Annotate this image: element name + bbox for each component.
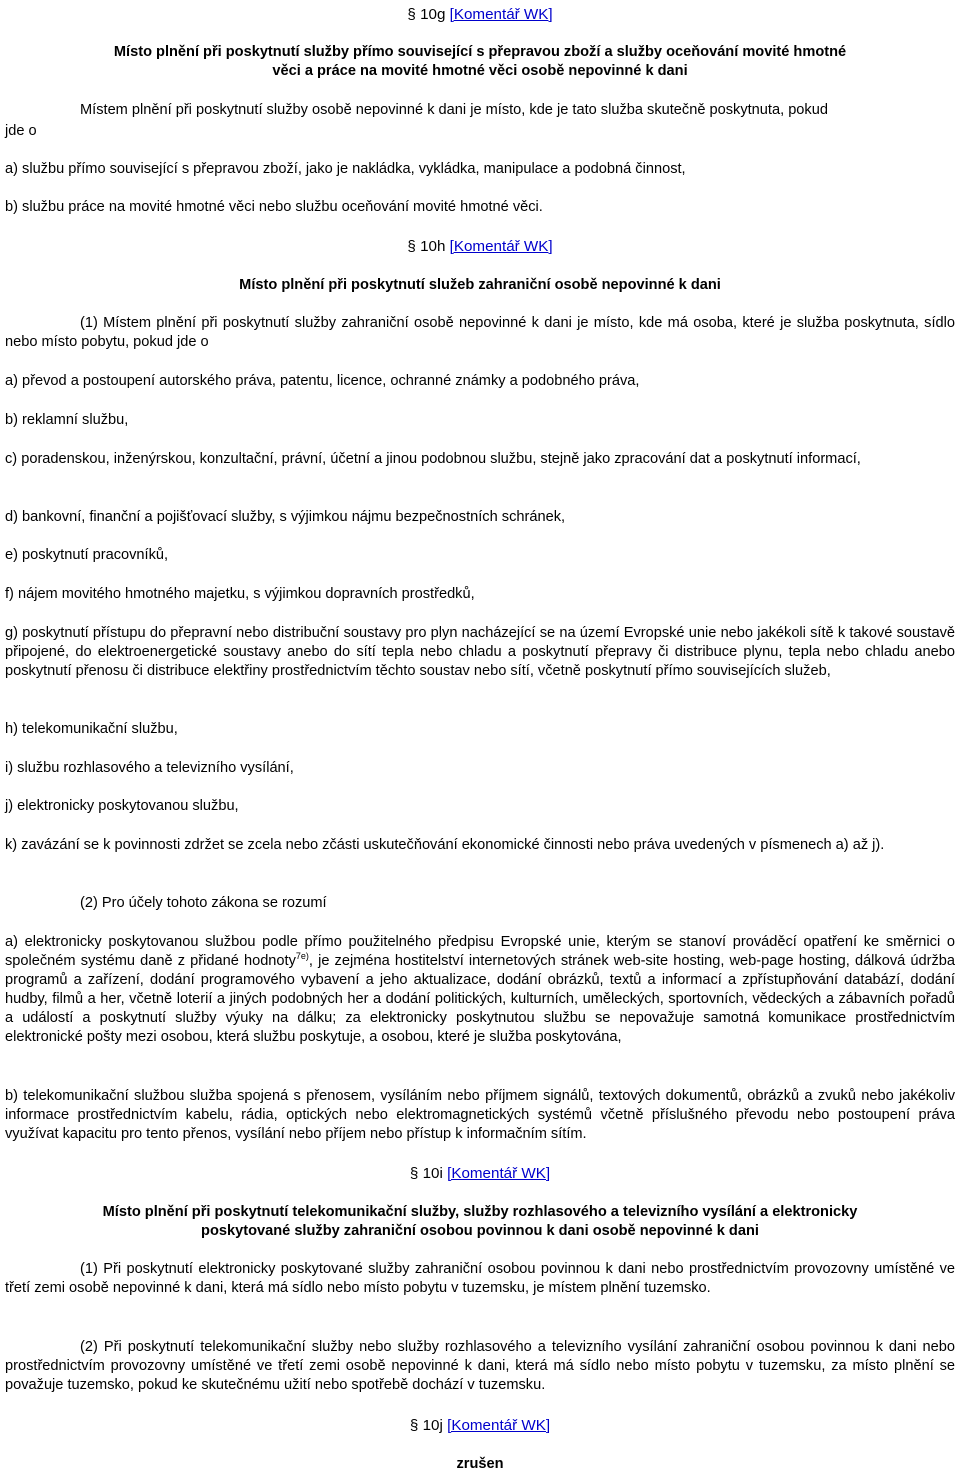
paragraph-2: (2) Pro účely tohoto zákona se rozumí xyxy=(80,895,327,911)
definition-b: b) telekomunikační službou služba spojená s přenosem, vysíláním nebo příjmem signálů, textových dokumentů, obrázků a zvuků nebo jakékoliv informace prostřednictvím kabelu, rádia, optických nebo elektromagnetických systémů včetně příslušného převodu nebo postoupení práva využívat kapacitu pro tento přenos, vysílání nebo příjem nebo přístup k informačním sítím. xyxy=(5,1088,955,1142)
list-item-e: e) poskytnutí pracovníků, xyxy=(5,547,169,563)
paragraph-2: (2) Při poskytnutí telekomunikační služby nebo služby rozhlasového a televizního vysílání zahraniční osobou povinnou k dani nebo prostřednictvím provozovny umístěné ve třetí zemi osobě nepovinné k dani, která má sídlo nebo místo pobytu v tuzemsku, za místo plnění se považuje tuzemsko, pokud ke skutečnému užití nebo spotřebě dochází v tuzemsku. xyxy=(5,1339,955,1393)
list-item-j: j) elektronicky poskytovanou službu, xyxy=(5,798,239,814)
comment-link[interactable]: [Komentář WK] xyxy=(449,6,553,23)
list-item-a: a) službu přímo související s přepravou zboží, jako je nakládka, vykládka, manipulace a podobná činnost, xyxy=(5,161,686,177)
list-item-k: k) zavázání se k povinnosti zdržet se zcela nebo zčásti uskutečňování ekonomické činnosti nebo práva uvedených v písmenech a) až j). xyxy=(5,837,885,853)
section-title xyxy=(5,1203,955,1241)
comment-link[interactable]: [Komentář WK] xyxy=(447,1417,551,1434)
list-item-i: i) službu rozhlasového a televizního vysílání, xyxy=(5,760,294,776)
list-item-a: a) převod a postoupení autorského práva, patentu, licence, ochranné známky a podobného práva, xyxy=(5,373,640,389)
section-symbol: § xyxy=(409,1165,419,1182)
list-item-b: b) službu práce na movité hmotné věci nebo službu oceňování movité hmotné věci. xyxy=(5,199,543,215)
section-status: zrušen xyxy=(456,1456,504,1472)
section-number: 10g xyxy=(420,6,446,23)
section-title xyxy=(5,43,955,81)
section-title: Místo plnění při poskytnutí služeb zahraniční osobě nepovinné k dani xyxy=(239,277,721,293)
list-item-b: b) reklamní službu, xyxy=(5,412,129,428)
section-title-line: Místo plnění při poskytnutí telekomunikační služby, služby rozhlasového a televizního vysílání a elektronicky xyxy=(102,1204,858,1220)
section-symbol: § xyxy=(407,6,416,23)
paragraph-1: (1) Při poskytnutí elektronicky poskytované služby zahraniční osobou povinnou k dani nebo prostřednictvím provozovny umístěné ve třetí zemi osobě nepovinné k dani, která má sídlo nebo místo pobytu v tuzemsku, je místem plnění tuzemsko. xyxy=(5,1261,955,1296)
section-heading-10h xyxy=(5,237,955,256)
comment-link[interactable]: [Komentář WK] xyxy=(447,1165,551,1182)
list-item-f: f) nájem movitého hmotného majetku, s výjimkou dopravních prostředků, xyxy=(5,586,475,602)
list-item-d: d) bankovní, finanční a pojišťovací služby, s výjimkou nájmu bezpečnostních schránek, xyxy=(5,509,566,525)
paragraph-text: jde o xyxy=(5,123,37,139)
paragraph-text: Místem plnění při poskytnutí služby osobě nepovinné k dani je místo, kde je tato služba skutečně poskytnuta, pokud xyxy=(80,102,828,118)
section-title-line: poskytované služby zahraniční osobou povinnou k dani osobě nepovinné k dani xyxy=(201,1223,759,1239)
definition-a xyxy=(5,933,955,1047)
section-number: 10h xyxy=(420,238,446,255)
comment-link[interactable]: [Komentář WK] xyxy=(449,238,553,255)
section-symbol: § xyxy=(409,1417,419,1434)
footnote-reference[interactable]: 7e) xyxy=(295,951,309,962)
section-title-line: Místo plnění při poskytnutí služby přímo související s přepravou zboží a služby oceňování movité hmotné xyxy=(113,44,847,60)
definition-text: , je zejména hostitelství internetových stránek web-site hosting, web-page hosting, dálková údržba programů a zařízení, dodání programového vybavení a jeho aktualizace, dodání obrázků, textů a informací a zpřístupňování databází, dodání hudby, filmů a her, včetně loterií a jiných podobných her a dodání politických, kulturních, uměleckých, sportovních, vědeckých a zábavních pořadů a událostí a poskytnutí služby výuky na dálku; za elektronicky poskytnutou službu se nepovažuje samotná komunikace prostřednictvím elektronické pošty mezi osobou, která službu poskytuje, a osobou, které je služba poskytována, xyxy=(5,953,955,1045)
section-heading-10g xyxy=(5,5,955,24)
section-heading-10j xyxy=(5,1416,955,1435)
list-item-c: c) poradenskou, inženýrskou, konzultační, právní, účetní a jinou podobnou službu, stejně jako zpracování dat a poskytnutí informací, xyxy=(5,451,861,467)
paragraph-1: (1) Místem plnění při poskytnutí služby zahraniční osobě nepovinné k dani je místo, kde má osoba, které je služba poskytnuta, sídlo nebo místo pobytu, pokud jde o xyxy=(5,315,955,350)
paragraph-intro xyxy=(5,101,955,141)
section-heading-10i xyxy=(5,1164,955,1183)
section-symbol: § xyxy=(407,238,416,255)
definition-text: a) elektronicky poskytovanou službou podle přímo použitelného předpisu Evropské unie, kterým se stanoví prováděcí opatření ke směrnici o společném systému daně z přidané hodnoty xyxy=(5,934,955,969)
list-item-h: h) telekomunikační službu, xyxy=(5,721,178,737)
section-title-line: věci a práce na movité hmotné věci osobě nepovinné k dani xyxy=(272,63,688,79)
list-item-g: g) poskytnutí přístupu do přepravní nebo distribuční soustavy pro plyn nacházející se na území Evropské unie nebo jakékoli sítě k takové soustavě připojené, do elektroenergetické soustavy anebo do sítí tepla nebo chladu a poskytnutí přepravy či distribuce plynu, tepla nebo chladu anebo poskytnutí přenosu či distribuce elektřiny prostřednictvím těchto soustav nebo sítí, včetně poskytnutí přímo souvisejících služeb, xyxy=(5,625,955,679)
section-number: 10i xyxy=(422,1165,443,1182)
section-number: 10j xyxy=(422,1417,443,1434)
